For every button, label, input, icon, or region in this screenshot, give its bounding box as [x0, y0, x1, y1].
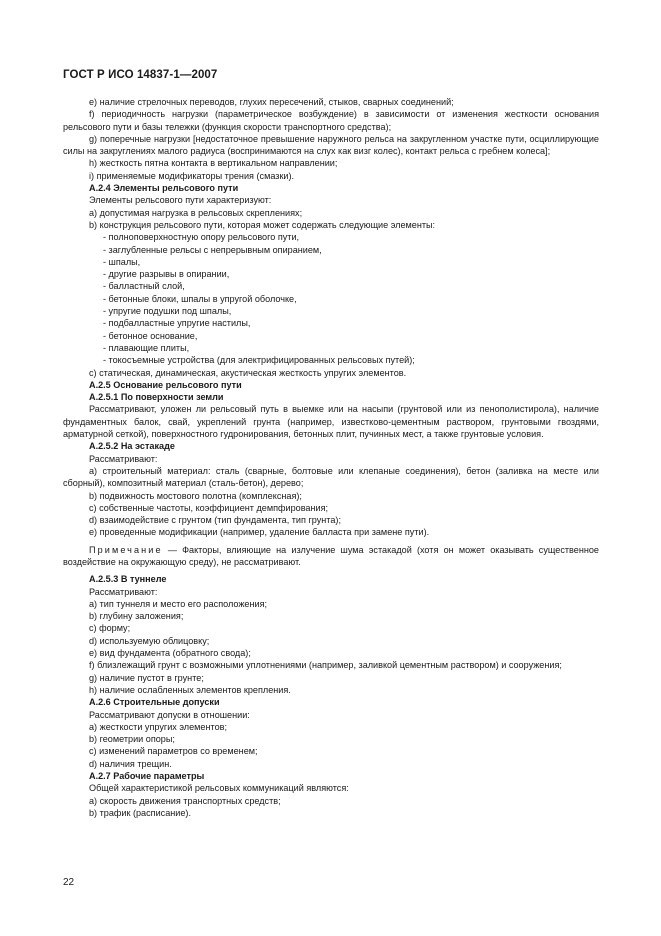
paragraph: b) глубину заложения;	[89, 611, 184, 622]
paragraph: c) форму;	[89, 623, 131, 634]
paragraph: Рассматривают:	[89, 586, 158, 597]
paragraph: e) проведенные модификации (например, удаление балласта при замене пути).	[89, 527, 430, 538]
paragraph: c) собственные частоты, коэффициент демпфирования;	[89, 502, 329, 513]
paragraph: b) трафик (расписание).	[89, 807, 191, 818]
page-number: 22	[63, 877, 75, 888]
section-heading: A.2.7 Рабочие параметры	[89, 771, 205, 782]
paragraph: Рассматривают:	[89, 453, 158, 464]
paragraph: Рассматривают допуски в отношении:	[89, 709, 250, 720]
paragraph: h) наличие ослабленных элементов крепления.	[89, 684, 291, 695]
list-item: - упругие подушки под шпалы,	[103, 306, 232, 317]
paragraph: d) взаимодействие с грунтом (тип фундамента, тип грунта);	[89, 515, 341, 526]
list-item: - бетонные блоки, шпалы в упругой оболочке,	[103, 293, 297, 304]
list-item: - другие разрывы в опирании,	[103, 269, 230, 280]
paragraph: Рассматривают, уложен ли рельсовый путь в выемке или на насыпи (грунтовой или из пенополистирола), наличие фундаментных балок, свай, укреплений грунта (например, известково-цементным раствором, грунтовыми гвоздями, арматурной сеткой), поверхностного гудронирования, бетонных плит, пучинных мест, а также грунтовые условия.	[63, 404, 599, 440]
paragraph: a) допустимая нагрузка в рельсовых скреплениях;	[89, 207, 303, 218]
paragraph: g) наличие пустот в грунте;	[89, 672, 204, 683]
section-heading: A.2.5.1 По поверхности земли	[89, 392, 224, 403]
list-item: - токосъемные устройства (для электрифицированных рельсовых путей);	[103, 355, 415, 366]
list-item: - подбалластные упругие настилы,	[103, 318, 251, 329]
section-heading: A.2.5 Основание рельсового пути	[89, 379, 242, 390]
list-item: - плавающие плиты,	[103, 342, 190, 353]
document-page	[63, 0, 599, 936]
note-text: — Факторы, влияющие на излучение шума эстакадой (хотя он может оказывать существенное воздействие на окружающую среду), не рассматривают.	[63, 544, 599, 567]
paragraph: a) строительный материал: сталь (сварные, болтовые или клепаные соединения), бетон (заливка на месте или сборный), композитный материал (сталь-бетон), дерево;	[63, 465, 599, 489]
paragraph: c) изменений параметров со временем;	[89, 746, 258, 757]
section-heading: A.2.6 Строительные допуски	[89, 697, 220, 708]
paragraph: e) вид фундамента (обратного свода);	[89, 648, 251, 659]
document-body	[63, 96, 599, 819]
list-item: - шпалы,	[103, 256, 141, 267]
paragraph: f) близлежащий грунт с возможными уплотнениями (например, заливкой цементным раствором) и сооружения;	[89, 660, 562, 671]
list-item: - полноповерхностную опору рельсового пути,	[103, 232, 300, 243]
list-item: - балластный слой,	[103, 281, 185, 292]
paragraph: e) наличие стрелочных переводов, глухих пересечений, стыков, сварных соединений;	[89, 97, 454, 107]
paragraph: b) геометрии опоры;	[89, 734, 175, 745]
paragraph: Элементы рельсового пути характеризуют:	[89, 195, 272, 206]
paragraph: c) статическая, динамическая, акустическая жесткость упругих элементов.	[89, 367, 407, 378]
paragraph: b) подвижность мостового полотна (комплексная);	[89, 490, 302, 501]
document-header: ГОСТ Р ИСО 14837-1—2007	[63, 69, 218, 81]
note-label: Примечание	[89, 544, 163, 555]
paragraph: a) тип туннеля и место его расположения;	[89, 598, 268, 609]
paragraph: d) наличия трещин.	[89, 758, 172, 769]
paragraph: a) скорость движения транспортных средств;	[89, 795, 281, 806]
paragraph: a) жесткости упругих элементов;	[89, 721, 227, 732]
paragraph: d) используемую облицовку;	[89, 635, 210, 646]
paragraph: i) применяемые модификаторы трения (смазки).	[89, 170, 295, 181]
note-paragraph	[63, 544, 599, 569]
section-heading: A.2.4 Элементы рельсового пути	[89, 183, 239, 194]
paragraph: h) жесткость пятна контакта в вертикальном направлении;	[89, 158, 338, 169]
paragraph: g) поперечные нагрузки [недостаточное превышение наружного рельса на закругленном участке пути, осциллирующие силы на закруглениях малого радиуса (воспринимаются на слух как визг колес), контакт рельса с гребнем колеса];	[63, 133, 599, 157]
paragraph: Общей характеристикой рельсовых коммуникаций являются:	[89, 783, 349, 794]
section-heading: A.2.5.3 В туннеле	[89, 574, 167, 585]
list-item: - бетонное основание,	[103, 330, 198, 341]
paragraph: b) конструкция рельсового пути, которая может содержать следующие элементы:	[89, 219, 436, 230]
list-item: - заглубленные рельсы с непрерывным опиранием,	[103, 244, 322, 255]
paragraph: f) периодичность нагрузки (параметрическое возбуждение) в зависимости от изменения жесткости основания рельсового пути и базы тележки (функция скорости транспортного средства);	[63, 109, 599, 132]
section-heading: A.2.5.2 На эстакаде	[89, 441, 175, 452]
